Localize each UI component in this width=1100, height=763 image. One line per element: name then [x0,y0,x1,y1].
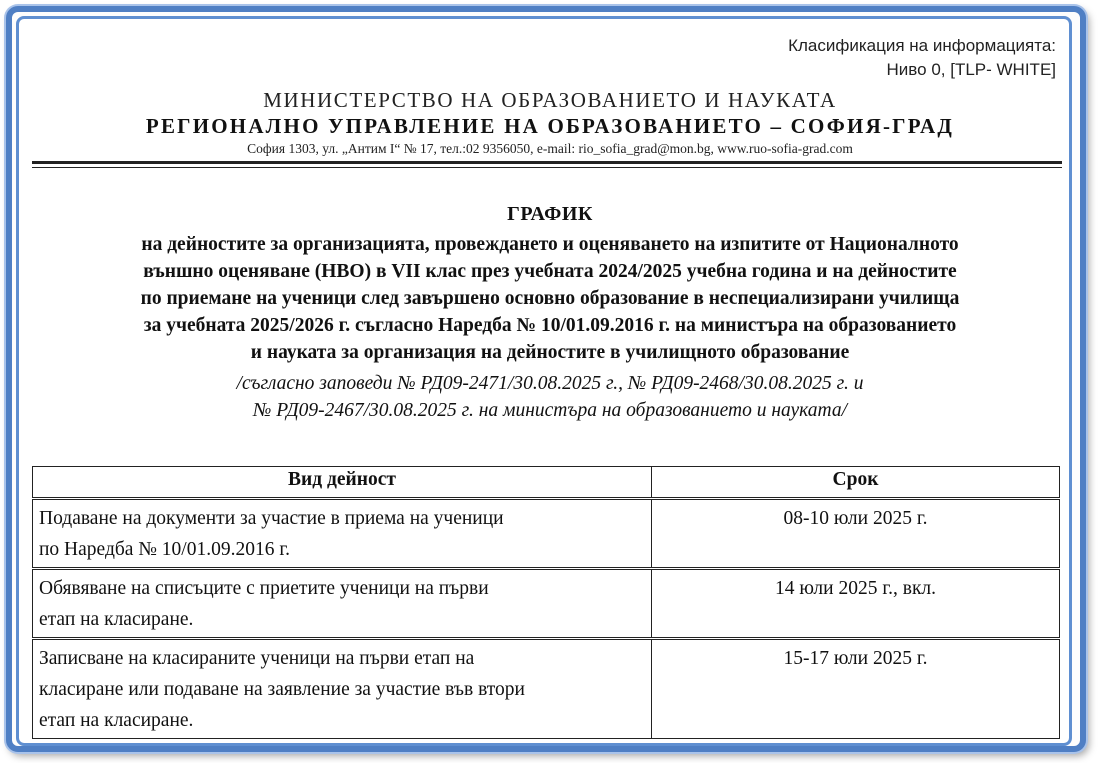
activity-line: етап на класиране. [39,609,194,630]
deadline-cell: 15-17 юли 2025 г. [652,639,1060,739]
table-row [33,499,1060,569]
column-header-activity: Вид дейност [33,467,652,499]
orders-line: № РД09-2467/30.08.2025 г. на министъра на образованието и науката/ [252,400,848,421]
activity-line: Обявяване на списъците с приетите ученици на първи [39,578,489,599]
description-line: по приемане на ученици след завършено основно образование в неспециализирани училища [140,288,960,309]
schedule-table [32,466,1060,739]
description-line: за учебната 2025/2026 г. съгласно Наредба № 10/01.09.2016 г. на министъра на образованието [143,315,957,336]
header-divider-thick [32,161,1062,164]
activity-cell [33,639,652,739]
activity-line: етап на класиране. [39,710,194,731]
table-row [33,639,1060,739]
deadline-cell: 08-10 юли 2025 г. [652,499,1060,569]
orders-reference [30,370,1070,424]
classification-line-1: Класификация на информацията: [788,36,1056,55]
activity-line: Записване на класираните ученици на първи етап на [39,648,475,669]
activity-cell [33,569,652,639]
classification-line-2: Ниво 0, [TLP- WHITE] [886,60,1056,79]
description-line: външно оценяване (НВО) в VII клас през учебната 2024/2025 учебна година и на дейностите [143,261,957,282]
activity-line: по Наредба № 10/01.09.2016 г. [39,539,291,560]
table-header-row [33,467,1060,499]
deadline-cell: 14 юли 2025 г., вкл. [652,569,1060,639]
description-line: на дейностите за организацията, провеждането и оценяването на изпитите от Националното [141,234,959,255]
activity-line: Подаване на документи за участие в приема на ученици [39,508,504,529]
office-address: София 1303, ул. „Антим I“ № 17, тел.:02 9356050, e-mail: rio_sofia_grad@mon.bg, www.ruo-sofia-grad.com [247,141,853,156]
table-row [33,569,1060,639]
ministry-name: МИНИСТЕРСТВО НА ОБРАЗОВАНИЕТО И НАУКАТА [263,88,837,112]
classification-label [788,34,1056,82]
description-line: и науката за организация на дейностите в училищното образование [250,342,850,363]
activity-cell [33,499,652,569]
regional-office-name: РЕГИОНАЛНО УПРАВЛЕНИЕ НА ОБРАЗОВАНИЕТО – СОФИЯ-ГРАД [145,114,955,138]
document-title: ГРАФИК [507,203,593,225]
orders-line: /съгласно заповеди № РД09-2471/30.08.2025 г., № РД09-2468/30.08.2025 г. и [236,373,864,394]
column-header-deadline: Срок [652,467,1060,499]
header-divider-thin [32,167,1062,168]
document-description [30,231,1070,366]
activity-line: класиране или подаване на заявление за участие във втори [39,679,525,700]
